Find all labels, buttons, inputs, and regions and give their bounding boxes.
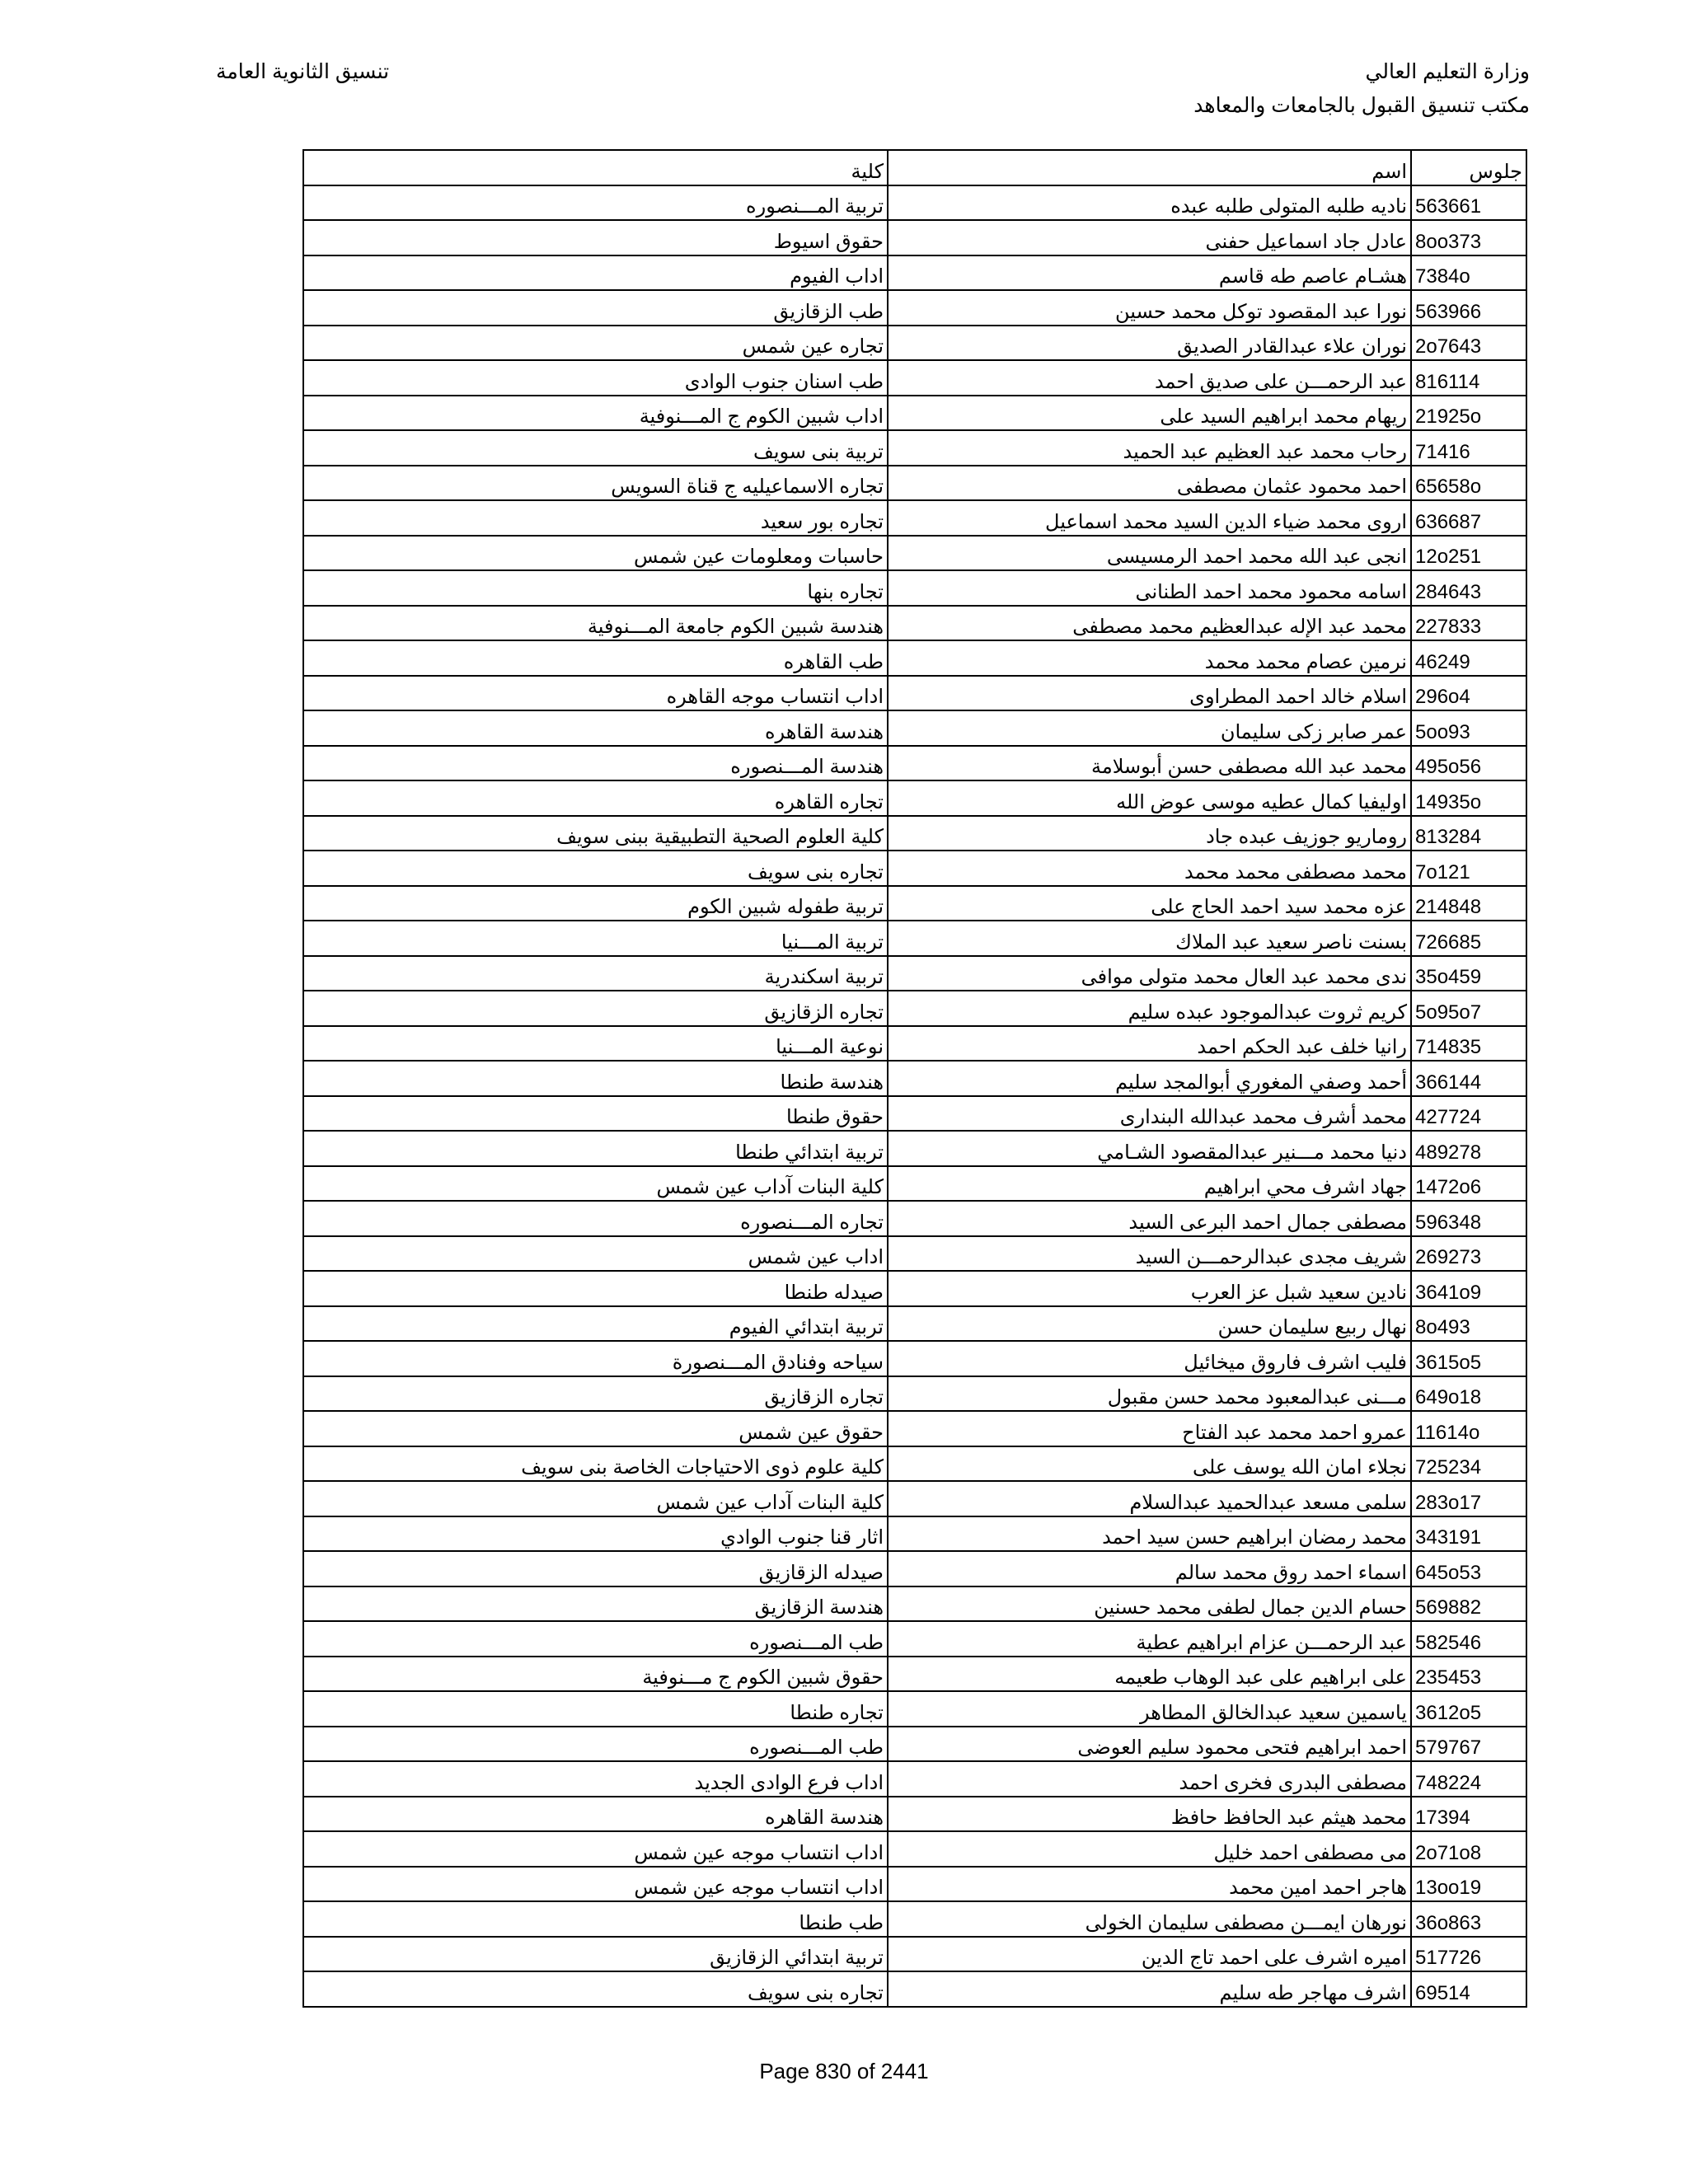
student-name: مصطفى جمال احمد البرعى السيد [888, 1201, 1411, 1236]
table-row [303, 1481, 1526, 1516]
seat-number: 579767 [1411, 1727, 1526, 1762]
table-row [303, 1271, 1526, 1306]
faculty-name: تجاره المـــنصوره [303, 1201, 888, 1236]
seat-number: 269273 [1411, 1236, 1526, 1272]
faculty-name: حقوق طنطا [303, 1096, 888, 1132]
seat-number: 35o459 [1411, 956, 1526, 991]
table-row [303, 290, 1526, 326]
student-name: عبد الرحمـــن على صديق احمد [888, 360, 1411, 396]
table-row [303, 956, 1526, 991]
admissions-table [302, 149, 1527, 2008]
faculty-name: تربية ابتدائي الزقازيق [303, 1937, 888, 1972]
faculty-name: تربية بنى سويف [303, 430, 888, 466]
table-row [303, 360, 1526, 396]
seat-number: 748224 [1411, 1761, 1526, 1797]
student-name: نوران علاء عبدالقادر الصديق [888, 326, 1411, 361]
faculty-name: هندسة القاهره [303, 710, 888, 746]
faculty-name: هندسة المـــنصوره [303, 746, 888, 781]
table-row [303, 991, 1526, 1026]
student-name: عادل جاد اسماعيل حفنى [888, 220, 1411, 255]
seat-number: 296o4 [1411, 676, 1526, 711]
faculty-name: تجاره عين شمس [303, 326, 888, 361]
table-row [303, 606, 1526, 641]
seat-number: 582546 [1411, 1621, 1526, 1657]
faculty-name: كلية علوم ذوى الاحتياجات الخاصة بنى سويف [303, 1446, 888, 1482]
seat-number: 5o95o7 [1411, 991, 1526, 1026]
seat-number: 13oo19 [1411, 1867, 1526, 1902]
seat-number: 725234 [1411, 1446, 1526, 1482]
student-name: عمر صابر زكى سليمان [888, 710, 1411, 746]
faculty-name: صيدله الزقازيق [303, 1551, 888, 1586]
faculty-name: اداب فرع الوادى الجديد [303, 1761, 888, 1797]
table-row [303, 1586, 1526, 1622]
faculty-name: طب المـــنصوره [303, 1727, 888, 1762]
table-row [303, 1657, 1526, 1692]
table-row [303, 780, 1526, 816]
student-name: ريهام محمد ابراهيم السيد على [888, 396, 1411, 431]
student-name: نرمين عصام محمد محمد [888, 640, 1411, 676]
faculty-name: حقوق اسيوط [303, 220, 888, 255]
student-name: فليب اشرف فاروق ميخائيل [888, 1341, 1411, 1376]
seat-number: 7384o [1411, 255, 1526, 291]
faculty-name: هندسة شبين الكوم جامعة المـــنوفية [303, 606, 888, 641]
table-row [303, 710, 1526, 746]
faculty-name: طب المـــنصوره [303, 1621, 888, 1657]
student-name: مى مصطفى احمد خليل [888, 1831, 1411, 1867]
table-row [303, 1166, 1526, 1202]
table-header-row [303, 150, 1526, 185]
seat-number: 283o17 [1411, 1481, 1526, 1516]
seat-number: 517726 [1411, 1937, 1526, 1972]
seat-number: 3615o5 [1411, 1341, 1526, 1376]
seat-number: 17394 [1411, 1797, 1526, 1832]
faculty-name: هندسة طنطا [303, 1061, 888, 1096]
student-name: شريف مجدى عبدالرحمـــن السيد [888, 1236, 1411, 1272]
seat-number: 5oo93 [1411, 710, 1526, 746]
faculty-name: نوعية المـــنيا [303, 1026, 888, 1062]
office-title: مكتب تنسيق القبول بالجامعات والمعاهد [1193, 94, 1530, 117]
table-row [303, 1131, 1526, 1166]
seat-number: 11614o [1411, 1411, 1526, 1446]
student-name: نورهان ايمـــن مصطفى سليمان الخولى [888, 1901, 1411, 1937]
student-name: ندى محمد عبد العال محمد متولى موافى [888, 956, 1411, 991]
faculty-name: تربية المـــنصوره [303, 185, 888, 221]
seat-number: 569882 [1411, 1586, 1526, 1622]
seat-number: 813284 [1411, 816, 1526, 851]
student-name: على ابراهيم على عبد الوهاب طعيمه [888, 1657, 1411, 1692]
student-name: اميره اشرف على احمد تاج الدين [888, 1937, 1411, 1972]
faculty-name: تجاره الزقازيق [303, 1376, 888, 1412]
student-name: هشـام عاصم طه قاسم [888, 255, 1411, 291]
seat-number: 596348 [1411, 1201, 1526, 1236]
table-row [303, 1236, 1526, 1272]
seat-number: 645o53 [1411, 1551, 1526, 1586]
seat-number: 343191 [1411, 1516, 1526, 1552]
page-number: Page 830 of 2441 [759, 2059, 929, 2083]
table-row [303, 500, 1526, 536]
seat-number: 816114 [1411, 360, 1526, 396]
seat-number: 69514 [1411, 1971, 1526, 2007]
seat-number: 2o71o8 [1411, 1831, 1526, 1867]
table-row [303, 1761, 1526, 1797]
seat-number: 14935o [1411, 780, 1526, 816]
student-name: نورا عبد المقصود توكل محمد حسين [888, 290, 1411, 326]
header-name: اسم [888, 150, 1411, 185]
header-faculty: كلية [303, 150, 888, 185]
table-row [303, 1376, 1526, 1412]
seat-number: 36o863 [1411, 1901, 1526, 1937]
table-row [303, 536, 1526, 571]
table-row [303, 1516, 1526, 1552]
student-name: عزه محمد سيد احمد الحاج على [888, 886, 1411, 921]
faculty-name: كلية العلوم الصحية التطبيقية ببنى سويف [303, 816, 888, 851]
student-name: اشرف مهاجر طه سليم [888, 1971, 1411, 2007]
student-name: رانيا خلف عبد الحكم احمد [888, 1026, 1411, 1062]
student-name: دنيا محمد مـــنير عبدالمقصود الشـامي [888, 1131, 1411, 1166]
seat-number: 649o18 [1411, 1376, 1526, 1412]
seat-number: 12o251 [1411, 536, 1526, 571]
seat-number: 214848 [1411, 886, 1526, 921]
table-row [303, 1901, 1526, 1937]
student-name: محمد عبد الإله عبدالعظيم محمد مصطفى [888, 606, 1411, 641]
seat-number: 2o7643 [1411, 326, 1526, 361]
faculty-name: اداب الفيوم [303, 255, 888, 291]
student-name: محمد رمضان ابراهيم حسن سيد احمد [888, 1516, 1411, 1552]
faculty-name: تربية ابتدائي طنطا [303, 1131, 888, 1166]
table-row [303, 1971, 1526, 2007]
table-row [303, 816, 1526, 851]
student-name: أحمد وصفي المغوري أبوالمجد سليم [888, 1061, 1411, 1096]
seat-number: 495o56 [1411, 746, 1526, 781]
faculty-name: صيدله طنطا [303, 1271, 888, 1306]
table-row [303, 1831, 1526, 1867]
student-name: محمد عبد الله مصطفى حسن أبوسلامة [888, 746, 1411, 781]
table-row [303, 1201, 1526, 1236]
faculty-name: تجاره بنها [303, 570, 888, 606]
student-name: بسنت ناصر سعيد عبد الملاك [888, 921, 1411, 956]
student-name: مصطفى البدرى فخرى احمد [888, 1761, 1411, 1797]
faculty-name: تجاره بور سعيد [303, 500, 888, 536]
seat-number: 3641o9 [1411, 1271, 1526, 1306]
seat-number: 726685 [1411, 921, 1526, 956]
seat-number: 284643 [1411, 570, 1526, 606]
table-row [303, 1937, 1526, 1972]
student-name: ناديه طلبه المتولى طلبه عبده [888, 185, 1411, 221]
table-row [303, 185, 1526, 221]
seat-number: 227833 [1411, 606, 1526, 641]
table-row [303, 430, 1526, 466]
table-row [303, 1446, 1526, 1482]
table-row [303, 1867, 1526, 1902]
student-name: محمد هيثم عبد الحافظ حافظ [888, 1797, 1411, 1832]
seat-number: 8o493 [1411, 1306, 1526, 1342]
faculty-name: سياحه وفنادق المـــنصورة [303, 1341, 888, 1376]
table-row [303, 1096, 1526, 1132]
ministry-title: وزارة التعليم العالي [1365, 60, 1530, 83]
table-row [303, 1341, 1526, 1376]
student-name: اسامه محمود محمد احمد الطنانى [888, 570, 1411, 606]
faculty-name: حقوق عين شمس [303, 1411, 888, 1446]
faculty-name: اثار قنا جنوب الوادي [303, 1516, 888, 1552]
seat-number: 714835 [1411, 1026, 1526, 1062]
seat-number: 7o121 [1411, 851, 1526, 886]
table-row [303, 466, 1526, 501]
faculty-name: تجاره بنى سويف [303, 851, 888, 886]
student-name: اسلام خالد احمد المطراوى [888, 676, 1411, 711]
faculty-name: تجاره القاهره [303, 780, 888, 816]
table-row [303, 640, 1526, 676]
table-row [303, 396, 1526, 431]
student-name: كريم ثروت عبدالموجود عبده سليم [888, 991, 1411, 1026]
student-name: اروى محمد ضياء الدين السيد محمد اسماعيل [888, 500, 1411, 536]
seat-number: 235453 [1411, 1657, 1526, 1692]
seat-number: 563661 [1411, 185, 1526, 221]
table-row [303, 326, 1526, 361]
table-row [303, 1691, 1526, 1727]
faculty-name: تجاره الاسماعيليه ج قناة السويس [303, 466, 888, 501]
faculty-name: طب الزقازيق [303, 290, 888, 326]
faculty-name: اداب عين شمس [303, 1236, 888, 1272]
table-row [303, 220, 1526, 255]
seat-number: 71416 [1411, 430, 1526, 466]
student-name: انجى عبد الله محمد احمد الرمسيسى [888, 536, 1411, 571]
faculty-name: اداب انتساب موجه القاهره [303, 676, 888, 711]
student-name: نهال ربيع سليمان حسن [888, 1306, 1411, 1342]
seat-number: 636687 [1411, 500, 1526, 536]
seat-number: 46249 [1411, 640, 1526, 676]
faculty-name: اداب انتساب موجه عين شمس [303, 1867, 888, 1902]
table-row [303, 921, 1526, 956]
table-row [303, 676, 1526, 711]
table-row [303, 1621, 1526, 1657]
faculty-name: كلية البنات آداب عين شمس [303, 1166, 888, 1202]
table-row [303, 1411, 1526, 1446]
table-row [303, 1551, 1526, 1586]
faculty-name: هندسة الزقازيق [303, 1586, 888, 1622]
seat-number: 8oo373 [1411, 220, 1526, 255]
student-name: اوليفيا كمال عطيه موسى عوض الله [888, 780, 1411, 816]
student-name: احمد محمود عثمان مصطفى [888, 466, 1411, 501]
student-name: محمد مصطفى محمد محمد [888, 851, 1411, 886]
table-row [303, 570, 1526, 606]
student-name: عبد الرحمـــن عزام ابراهيم عطية [888, 1621, 1411, 1657]
student-name: اسماء احمد روق محمد سالم [888, 1551, 1411, 1586]
table-row [303, 255, 1526, 291]
faculty-name: تجاره الزقازيق [303, 991, 888, 1026]
faculty-name: كلية البنات آداب عين شمس [303, 1481, 888, 1516]
faculty-name: طب القاهره [303, 640, 888, 676]
faculty-name: اداب انتساب موجه عين شمس [303, 1831, 888, 1867]
seat-number: 366144 [1411, 1061, 1526, 1096]
faculty-name: تربية اسكندرية [303, 956, 888, 991]
header-seat-number: جلوس [1411, 150, 1526, 185]
seat-number: 489278 [1411, 1131, 1526, 1166]
table-row [303, 886, 1526, 921]
faculty-name: طب اسنان جنوب الوادى [303, 360, 888, 396]
faculty-name: طب طنطا [303, 1901, 888, 1937]
student-name: سلمى مسعد عبدالحميد عبدالسلام [888, 1481, 1411, 1516]
table-row [303, 1306, 1526, 1342]
faculty-name: تجاره بنى سويف [303, 1971, 888, 2007]
seat-number: 65658o [1411, 466, 1526, 501]
faculty-name: تربية طفوله شبين الكوم [303, 886, 888, 921]
student-name: نجلاء امان الله يوسف على [888, 1446, 1411, 1482]
table-row [303, 1061, 1526, 1096]
student-name: مـــنى عبدالمعبود محمد حسن مقبول [888, 1376, 1411, 1412]
student-name: محمد أشرف محمد عبدالله البندارى [888, 1096, 1411, 1132]
student-name: ياسمين سعيد عبدالخالق المطاهر [888, 1691, 1411, 1727]
student-name: نادين سعيد شبل عز العرب [888, 1271, 1411, 1306]
faculty-name: تربية المـــنيا [303, 921, 888, 956]
table-row [303, 1797, 1526, 1832]
seat-number: 21925o [1411, 396, 1526, 431]
faculty-name: حاسبات ومعلومات عين شمس [303, 536, 888, 571]
student-name: هاجر احمد امين محمد [888, 1867, 1411, 1902]
table-row [303, 1727, 1526, 1762]
seat-number: 427724 [1411, 1096, 1526, 1132]
faculty-name: هندسة القاهره [303, 1797, 888, 1832]
student-name: روماريو جوزيف عبده جاد [888, 816, 1411, 851]
student-name: جهاد اشرف محي ابراهيم [888, 1166, 1411, 1202]
seat-number: 563966 [1411, 290, 1526, 326]
student-name: احمد ابراهيم فتحى محمود سليم العوضى [888, 1727, 1411, 1762]
student-name: رحاب محمد عبد العظيم عبد الحميد [888, 430, 1411, 466]
faculty-name: تربية ابتدائي الفيوم [303, 1306, 888, 1342]
table-row [303, 851, 1526, 886]
faculty-name: حقوق شبين الكوم ج مـــنوفية [303, 1657, 888, 1692]
table-row [303, 746, 1526, 781]
table-row [303, 1026, 1526, 1062]
student-name: حسام الدين جمال لطفى محمد حسنين [888, 1586, 1411, 1622]
seat-number: 1472o6 [1411, 1166, 1526, 1202]
seat-number: 3612o5 [1411, 1691, 1526, 1727]
faculty-name: تجاره طنطا [303, 1691, 888, 1727]
faculty-name: اداب شبين الكوم ج المـــنوفية [303, 396, 888, 431]
section-title: تنسيق الثانوية العامة [216, 60, 390, 83]
student-name: عمرو احمد محمد عبد الفتاح [888, 1411, 1411, 1446]
